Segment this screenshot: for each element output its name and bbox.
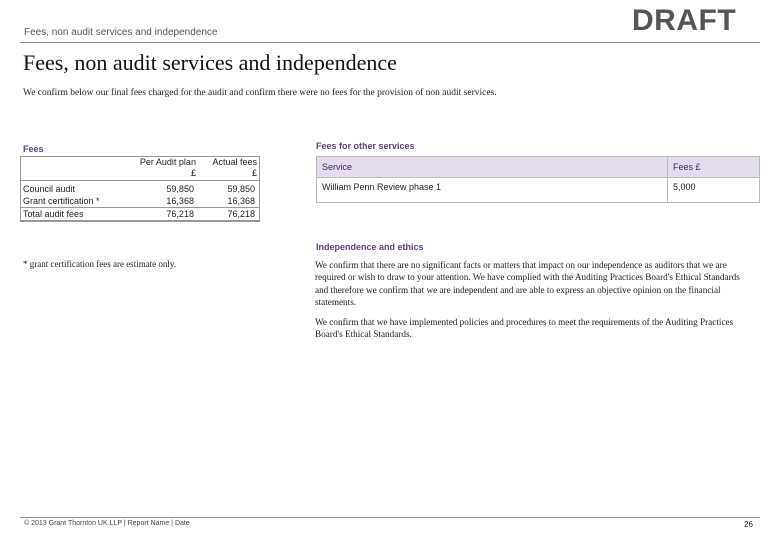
footer-divider: [20, 517, 760, 518]
other-services-heading: Fees for other services: [316, 141, 415, 151]
page-number: 26: [744, 520, 753, 529]
header-divider: [20, 42, 760, 43]
table-row: Grant certification * 16,368 16,368: [23, 196, 255, 206]
page-title: Fees, non audit services and independence: [23, 50, 397, 75]
other-services-header: Service Fees £: [317, 157, 760, 178]
col-actual-header: Actual fees £: [212, 157, 257, 178]
fees-table-header: [20, 156, 260, 181]
fees-table: [20, 156, 260, 221]
table-row: Council audit 59,850 59,850: [20, 181, 260, 196]
independence-paragraph-2: We confirm that we have implemented policies and procedures to meet the requirements of the Auditing Practices Board's Ethical Standards.: [315, 317, 734, 340]
independence-paragraph-1: We confirm that there are no significant facts or matters that impact on our independence as auditors that we are required or wish to draw to your attention. We have complied with the Auditing Practices Board's Ethical Standards and therefore we confirm that we are independent and are able to express an objective opinion on the financial statements.: [315, 260, 740, 307]
table-row: William Penn Review phase 1 5,000: [317, 178, 760, 203]
footer-text: © 2013 Grant Thornton UK LLP | Report Name | Date: [24, 520, 190, 527]
header-label: Fees, non audit services and independence: [24, 27, 218, 38]
col-plan-header: Per Audit plan £: [139, 157, 196, 178]
grant-note: * grant certification fees are estimate only.: [23, 259, 177, 269]
total-row: Total audit fees 76,218 76,218: [20, 208, 260, 221]
draft-watermark: DRAFT: [632, 4, 737, 37]
independence-heading: Independence and ethics: [316, 242, 424, 252]
intro-text: We confirm below our final fees charged for the audit and confirm there were no fees for the provision of non audit services.: [23, 88, 497, 98]
other-services-table: [316, 156, 760, 203]
fees-heading: Fees: [23, 144, 44, 154]
